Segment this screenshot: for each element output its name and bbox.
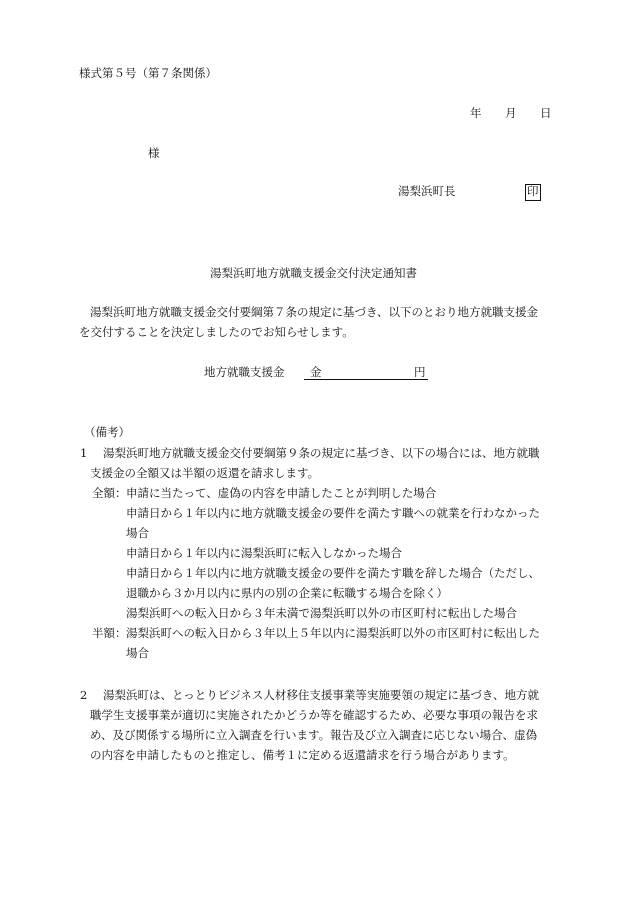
full-item-1: 申請に当たって、虚偽の内容を申請したことが判明した場合 [126, 486, 437, 500]
date-day: 日 [540, 106, 552, 120]
remark2-line-3: め、及び関係する場所に立入調査を行います。報告及び立入調査に応じない場合、虚偽 [90, 728, 538, 742]
remark2-number: 2 [80, 688, 88, 702]
date-year: 年 [470, 106, 482, 120]
remark2-line-2: 職学生支援事業が適切に実施されたかどうか等を確認するため、必要な事項の報告を求 [90, 708, 539, 722]
remark1-number: 1 [80, 446, 88, 460]
amount-prefix: 金 [310, 365, 322, 379]
remark1-line-2: 支援金の全額又は半額の返還を請求します。 [90, 466, 320, 480]
body-line-2: を交付することを決定しましたのでお知らせします。 [79, 325, 354, 339]
amount-unit: 円 [414, 365, 426, 379]
half-item-2: 場合 [126, 646, 149, 660]
remarks-heading: （備考） [84, 425, 130, 439]
form-number: 様式第５号（第７条関係） [79, 66, 217, 80]
remark1-line-1: 湯梨浜町地方就職支援金交付要綱第９条の規定に基づき、以下の場合には、地方就職 [103, 446, 540, 460]
document-title: 湯梨浜町地方就職支援金交付決定通知書 [210, 266, 417, 280]
full-item-2: 申請日から１年以内に地方就職支援金の要件を満たす職への就業を行わなかった [126, 506, 540, 520]
full-item-7: 湯梨浜町への転入日から３年未満で湯梨浜町以外の市区町村に転出した場合 [126, 606, 517, 620]
addressee-suffix: 様 [148, 146, 160, 160]
full-item-3: 場合 [126, 526, 149, 540]
amount-label: 地方就職支援金 [204, 365, 285, 379]
body-line-1: 湯梨浜町地方就職支援金交付要綱第７条の規定に基づき、以下のとおり地方就職支援金 [90, 305, 539, 319]
full-item-4: 申請日から１年以内に湯梨浜町に転入しなかった場合 [126, 546, 402, 560]
full-item-6: 退職から３か月以内に県内の別の企業に転職する場合を除く） [126, 586, 448, 600]
seal-mark [525, 184, 541, 201]
full-item-5: 申請日から１年以内に地方就職支援金の要件を満たす職を辞した場合（ただし、 [126, 566, 540, 580]
full-label: 全額： [92, 486, 127, 500]
amount-field [304, 365, 428, 380]
remark2-line-4: の内容を申請したものと推定し、備考１に定める返還請求を行う場合があります。 [90, 748, 515, 762]
half-item-1: 湯梨浜町への転入日から３年以上５年以内に湯梨浜町以外の市区町村に転出した [126, 626, 540, 640]
half-label: 半額： [92, 626, 127, 640]
seal-text: 印 [525, 184, 541, 201]
remark2-line-1: 湯梨浜町は、とっとりビジネス人材移住支援事業等実施要領の規定に基づき、地方就 [103, 688, 539, 702]
date-month: 月 [505, 106, 517, 120]
issuer-title: 湯梨浜町長 [398, 184, 456, 198]
